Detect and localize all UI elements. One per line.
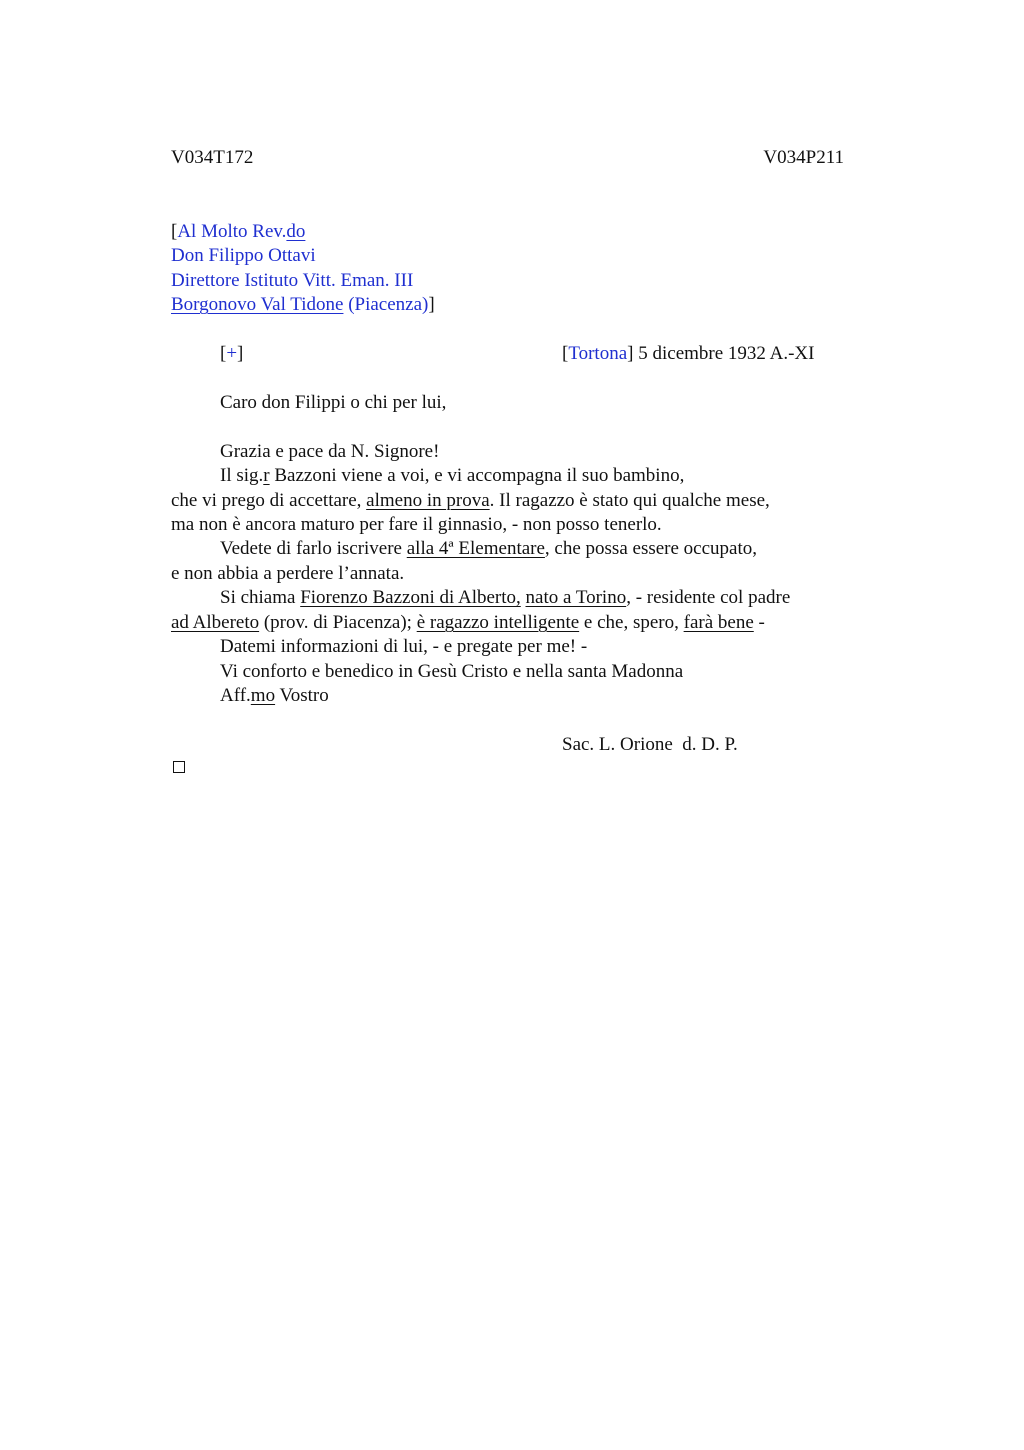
- address-line-2: Don Filippo Ottavi: [171, 245, 316, 266]
- salutation: Caro don Filippi o chi per lui,: [220, 392, 447, 413]
- address-title: Al Molto Rev.: [177, 221, 287, 242]
- place-name: Tortona: [568, 343, 628, 364]
- address-line-1: [171, 220, 305, 244]
- body-line-9: Datemi informazioni di lui, - e pregate per me! -: [220, 636, 588, 657]
- address-province: (Piacenza): [343, 294, 429, 315]
- address-line-3: Direttore Istituto Vitt. Eman. III: [171, 270, 414, 291]
- signature: Sac. L. Orione d. D. P.: [562, 734, 738, 755]
- body-line-2: Il sig.r Bazzoni viene a voi, e vi accompagna il suo bambino,: [220, 465, 685, 486]
- bracket: [: [171, 221, 178, 242]
- body-line-1: Grazia e pace da N. Signore!: [220, 441, 440, 462]
- date: 5 dicembre 1932 A.-XI: [633, 343, 815, 364]
- end-mark-square-icon: [173, 761, 185, 773]
- body-line-10: Vi conforto e benedico in Gesù Cristo e nella santa Madonna: [220, 661, 684, 682]
- body-line-11: Aff.mo Vostro: [220, 685, 329, 706]
- bracket: ]: [428, 294, 435, 315]
- cross-mark: [+]: [220, 343, 244, 364]
- body-line-4: ma non è ancora maturo per fare il ginnasio, - non posso tenerlo.: [171, 514, 662, 535]
- body-line-3: che vi prego di accettare, almeno in prova. Il ragazzo è stato qui qualche mese,: [171, 490, 770, 511]
- address-line-4: [171, 293, 435, 317]
- body-line-8: ad Albereto (prov. di Piacenza); è ragazzo intelligente e che, spero, farà bene -: [171, 612, 765, 633]
- document-code-right: V034P211: [763, 147, 844, 168]
- document-code-left: V034T172: [171, 147, 254, 168]
- address-title-superscript: do: [286, 221, 306, 242]
- dateline: [Tortona] 5 dicembre 1932 A.-XI: [562, 343, 815, 364]
- body-line-5: Vedete di farlo iscrivere alla 4ª Elementare, che possa essere occupato,: [220, 538, 758, 559]
- body-line-7: Si chiama Fiorenzo Bazzoni di Alberto, nato a Torino, - residente col padre: [220, 587, 791, 608]
- address-town: Borgonovo Val Tidone: [171, 294, 344, 315]
- body-line-6: e non abbia a perdere l’annata.: [171, 563, 405, 584]
